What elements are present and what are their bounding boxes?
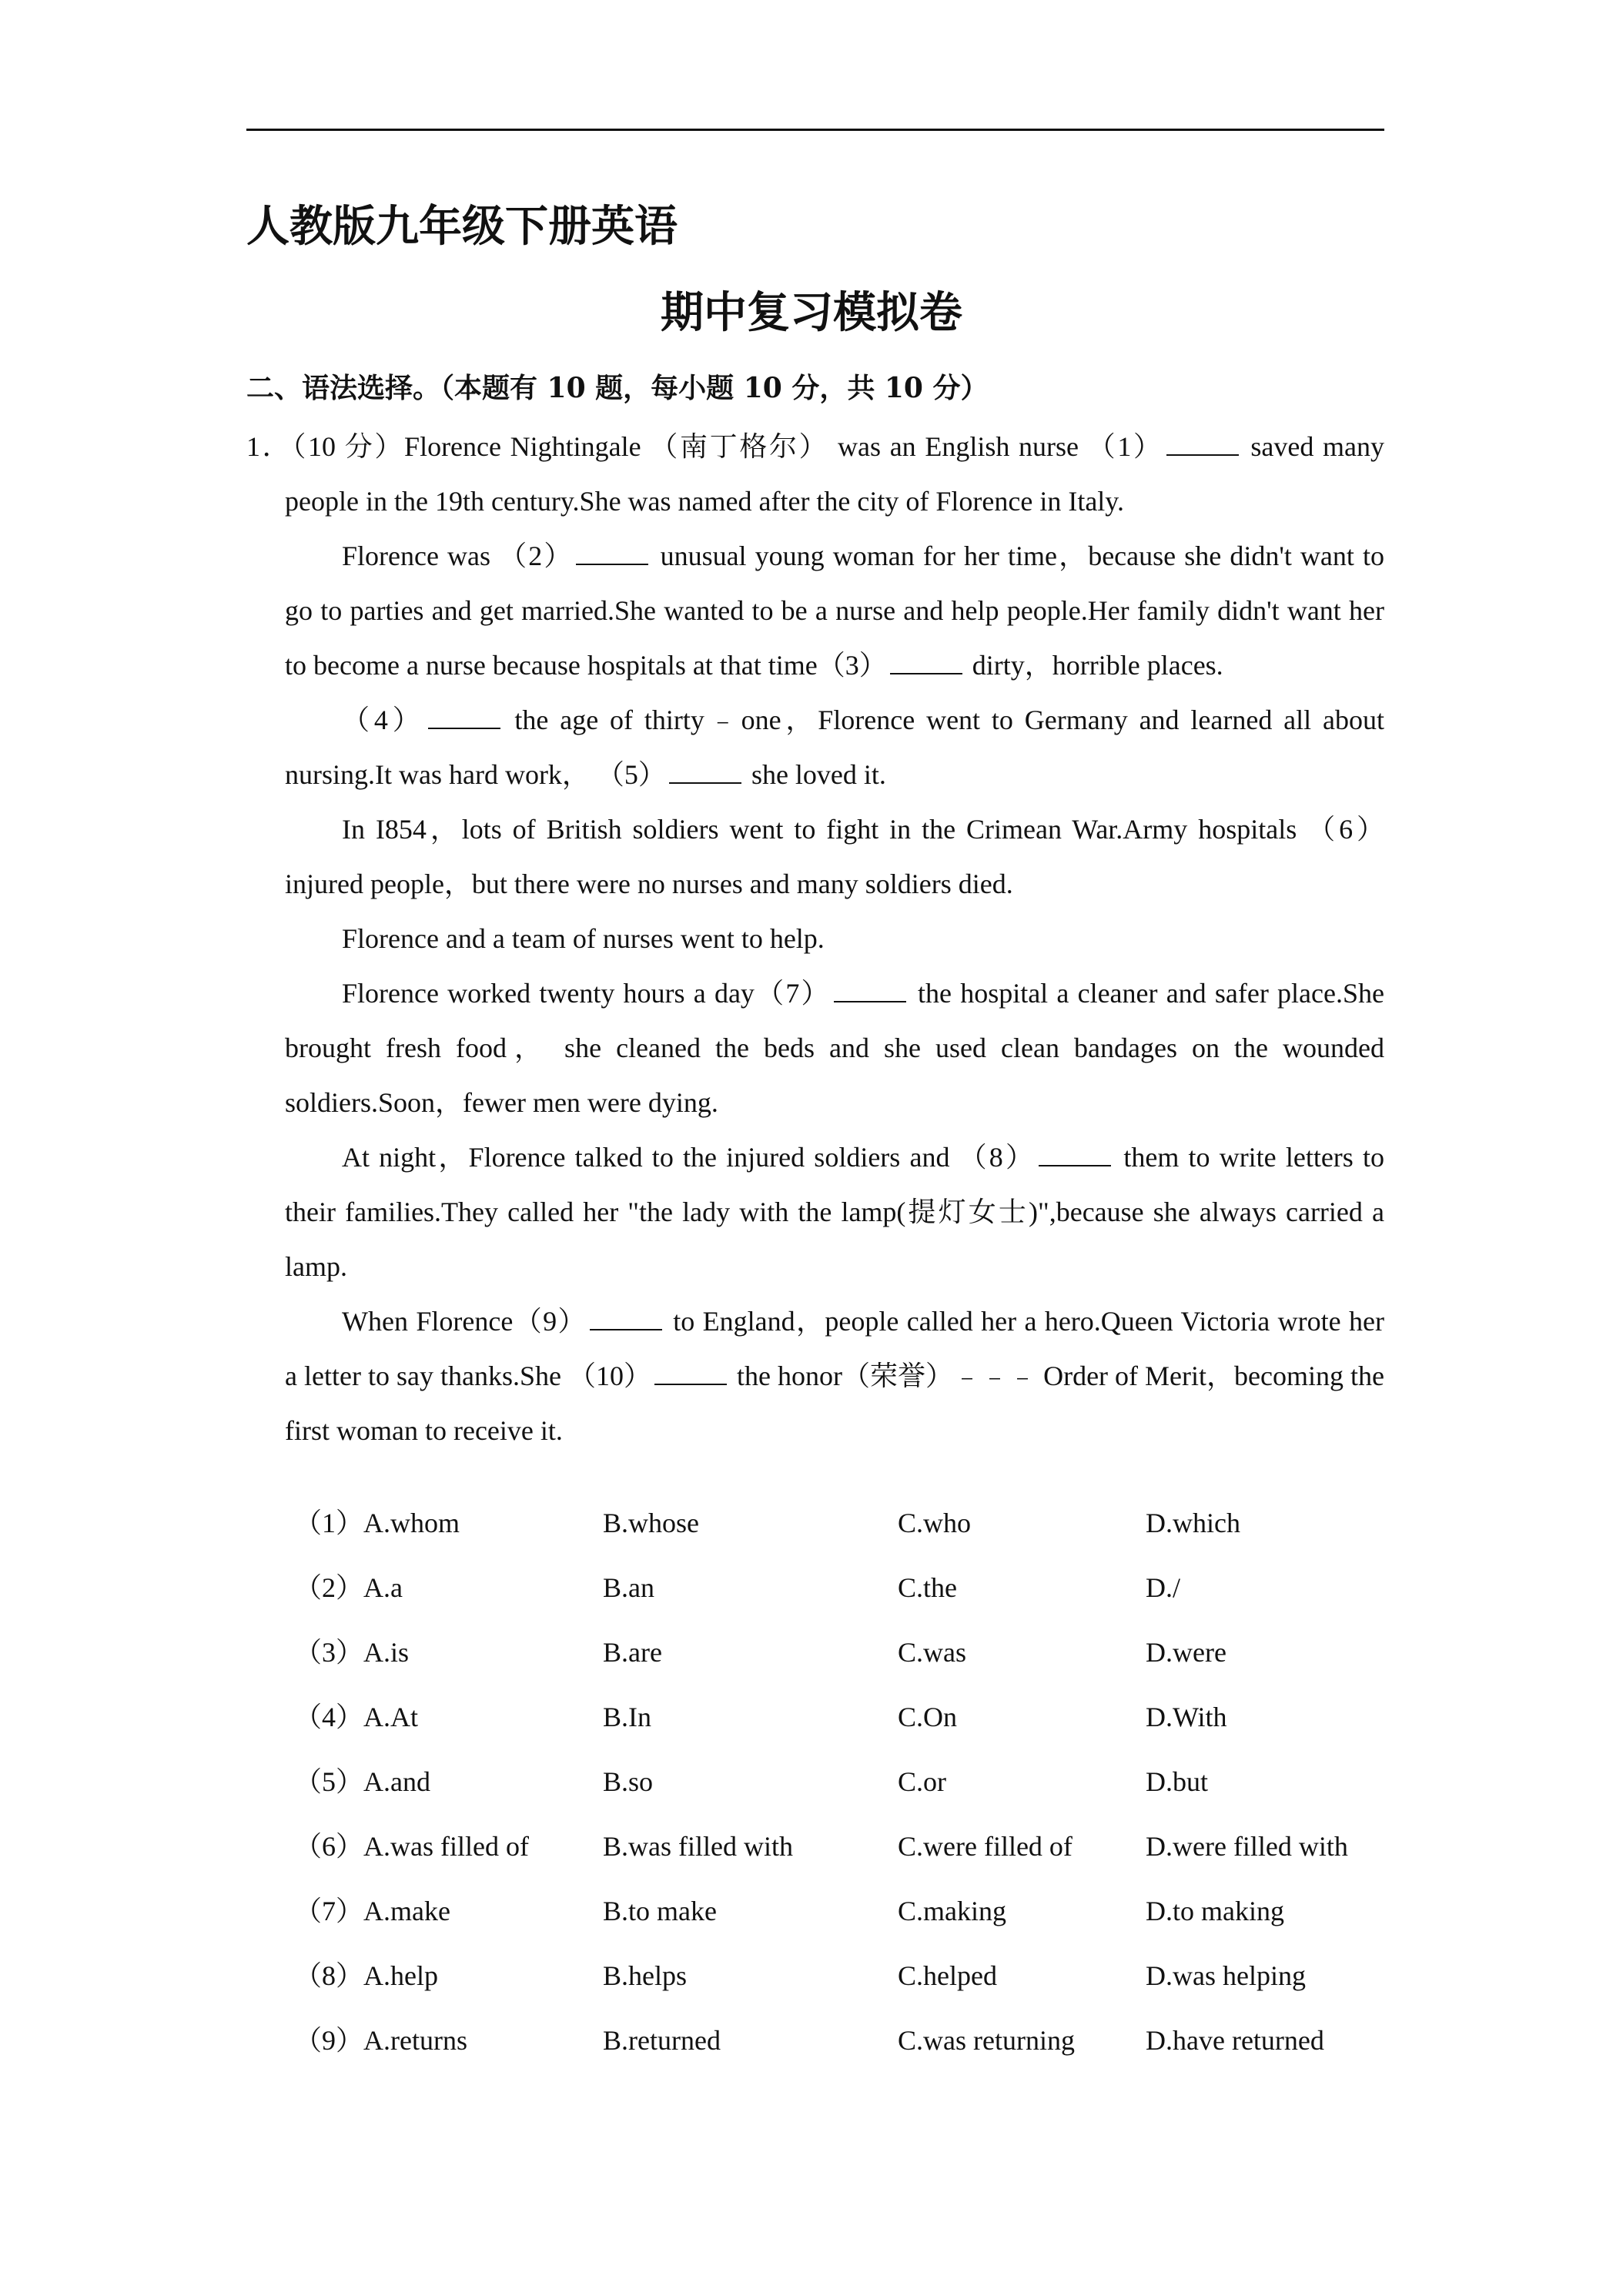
option-a: （7）A.make: [294, 1896, 450, 1926]
option-b: B.to make: [603, 1896, 717, 1926]
option-c: C.were filled of: [898, 1831, 1073, 1862]
blank-4: [428, 727, 500, 729]
paragraph-6-text-a: Florence worked twenty hours a day（7）: [342, 978, 831, 1009]
paragraph-8: [285, 1294, 1384, 1458]
header-rule: [246, 129, 1384, 131]
option-b: B.whose: [603, 1508, 699, 1538]
paragraph-8-text-a: When Florence（9）: [342, 1306, 587, 1337]
blank-1: [1166, 454, 1239, 456]
option-d: D.to making: [1146, 1896, 1284, 1926]
option-row: [0, 1893, 1623, 1958]
paragraph-4: In I854，lots of British soldiers went to fight in the Crimean War.Army hospitals （6） injured people，but there were no nurses and many soldiers died.: [285, 814, 1384, 899]
page-title: 人教版九年级下册英语: [246, 201, 678, 252]
option-d: D.With: [1146, 1702, 1227, 1732]
paragraph-8-text-c: the honor（荣誉）﹣﹣﹣ Order of Merit，becoming the first woman to receive it.: [285, 1361, 1384, 1446]
option-d: D./: [1146, 1572, 1180, 1603]
option-b: B.an: [603, 1572, 654, 1603]
option-b: B.returned: [603, 2025, 721, 2056]
paragraph-6-text-b: the hospital a cleaner and safer place.She brought fresh food， she cleaned the beds and she used clean bandages on the wounded soldiers.Soon，fewer men were dying.: [285, 978, 1384, 1118]
blank-10: [654, 1383, 727, 1385]
paragraph-7-text-b: them to write letters to their families.They called her "the lady with the lamp(提灯女士)",because she always carried a lamp.: [285, 1142, 1384, 1282]
option-a: （1）A.whom: [294, 1508, 460, 1538]
blank-9: [590, 1328, 662, 1330]
blank-2: [576, 563, 648, 565]
option-b: B.was filled with: [603, 1831, 793, 1862]
option-d: D.were filled with: [1146, 1831, 1348, 1862]
paragraph-7: [285, 1130, 1384, 1294]
question-intro: [246, 420, 1384, 529]
option-a: （3）A.is: [294, 1637, 410, 1668]
option-a: （6）A.was filled of: [294, 1831, 529, 1862]
option-a: （5）A.and: [294, 1766, 430, 1797]
option-a: （2）A.a: [294, 1572, 403, 1603]
blank-8: [1039, 1164, 1111, 1166]
option-d: D.were: [1146, 1637, 1226, 1668]
option-b: B.In: [603, 1702, 651, 1732]
option-row: [0, 1764, 1623, 1829]
paragraph-3-text-b: the age of thirty﹣one，Florence went to Germany and learned all about nursing.It was hard work， （5）: [285, 705, 1384, 790]
paragraph-5: Florence and a team of nurses went to help.: [342, 923, 825, 954]
option-row: [0, 1570, 1623, 1635]
paragraph-8-text-b: to England，people called her a hero.Queen Victoria wrote her a letter to say thanks.She （10）: [285, 1306, 1385, 1391]
paragraph-3-text-a: （4）: [342, 705, 425, 735]
option-c: C.On: [898, 1702, 958, 1732]
option-d: D.which: [1146, 1508, 1240, 1538]
section-heading: 二、语法选择。（本题有 10 题，每小题 10 分，共 10 分）: [246, 372, 989, 404]
paragraph-6: [285, 966, 1384, 1130]
blank-7: [834, 1000, 906, 1002]
paragraph-2-text-a: Florence was （2）: [342, 541, 574, 571]
option-c: C.making: [898, 1896, 1006, 1926]
option-row: [0, 1635, 1623, 1699]
option-c: C.was: [898, 1637, 966, 1668]
paragraph-3-text-c: she loved it.: [744, 759, 886, 790]
paragraph-2-text-b: unusual young woman for her time，because she didn't want to go to parties and get married.She wanted to be a nurse and help people.Her family didn't want her to become a nurse because hospitals at that time（3）: [285, 541, 1385, 681]
option-d: D.but: [1146, 1766, 1208, 1797]
option-c: C.was returning: [898, 2025, 1075, 2056]
option-d: D.have returned: [1146, 2025, 1324, 2056]
option-row: [0, 1958, 1623, 2023]
reading-passage: [246, 420, 1384, 1458]
option-b: B.are: [603, 1637, 662, 1668]
option-d: D.was helping: [1146, 1960, 1306, 1991]
q1-prefix: 1．（10 分）Florence Nightingale （南丁格尔） was an English nurse （1）: [246, 431, 1163, 462]
answer-options: [0, 1505, 1623, 2087]
q1-rest: saved many people in the 19th century.She was named after the city of Florence in Italy.: [285, 431, 1384, 517]
option-a: （4）A.At: [294, 1702, 418, 1732]
paragraph-2-text-c: dirty，horrible places.: [965, 650, 1223, 681]
option-row: [0, 1505, 1623, 1570]
blank-3: [890, 672, 962, 674]
page-subtitle: 期中复习模拟卷: [661, 287, 962, 338]
option-b: B.helps: [603, 1960, 688, 1991]
option-row: [0, 1829, 1623, 1893]
option-row: [0, 1699, 1623, 1764]
option-c: C.who: [898, 1508, 972, 1538]
paragraph-3: [285, 693, 1384, 802]
option-a: （9）A.returns: [294, 2025, 467, 2056]
option-row: [0, 2023, 1623, 2087]
paragraph-2: [285, 529, 1384, 693]
option-c: C.helped: [898, 1960, 997, 1991]
blank-5: [669, 782, 741, 784]
option-c: C.the: [898, 1572, 957, 1603]
option-b: B.so: [603, 1766, 654, 1797]
paragraph-7-text-a: At night，Florence talked to the injured soldiers and （8）: [342, 1142, 1036, 1173]
option-a: （8）A.help: [294, 1960, 438, 1991]
option-c: C.or: [898, 1766, 946, 1797]
